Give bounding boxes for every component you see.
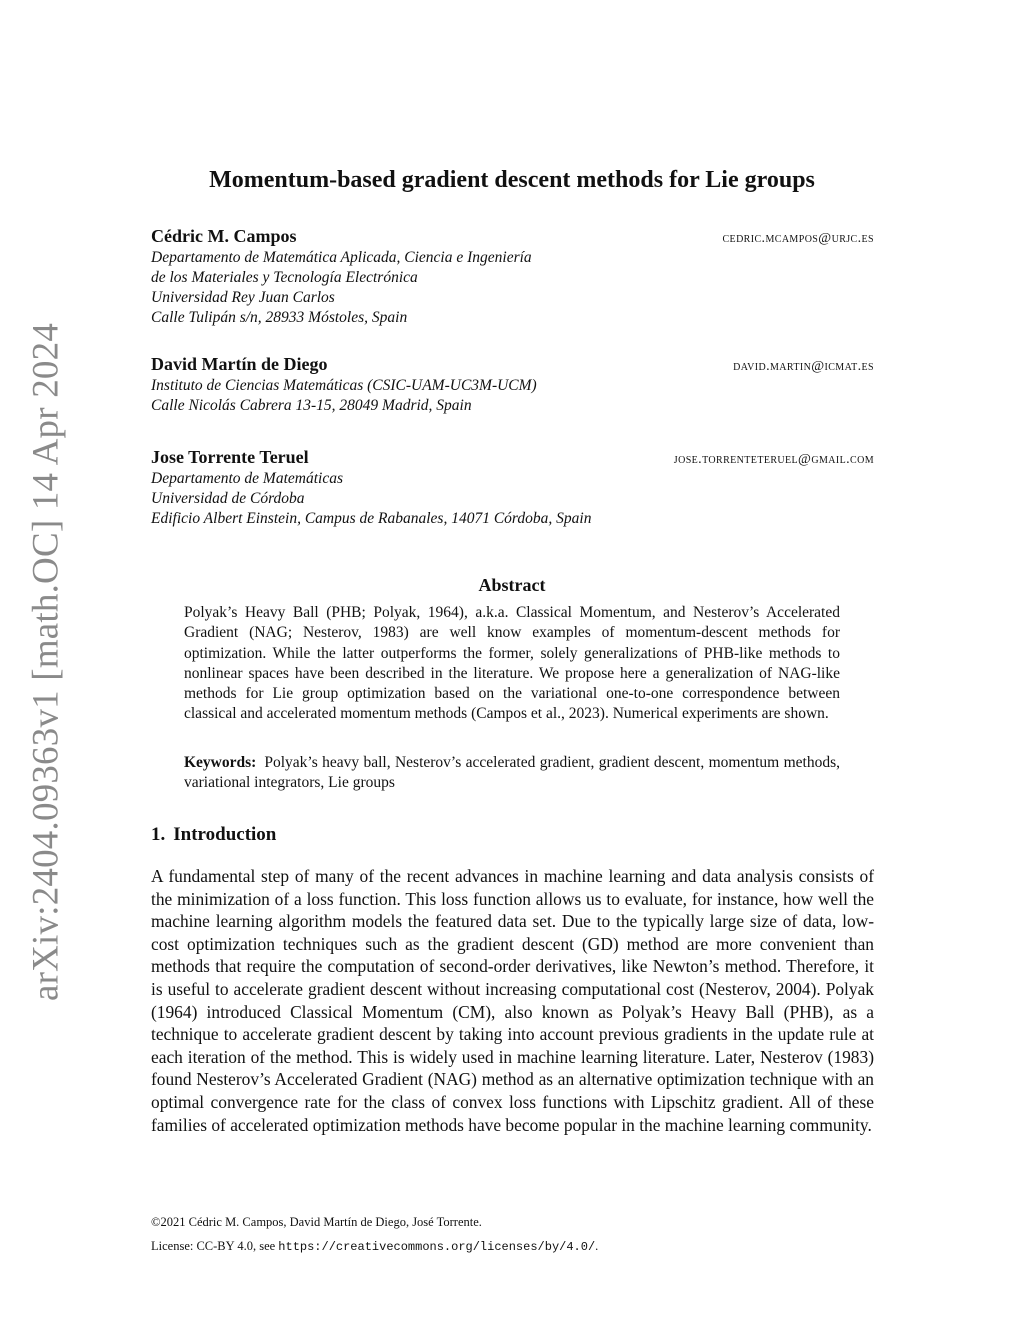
affiliation-line: Edificio Albert Einstein, Campus de Rabanales, 14071 Córdoba, Spain (151, 510, 592, 527)
author-email[interactable]: david.martin@icmat.es (733, 359, 874, 374)
keywords-label: Keywords: (184, 754, 257, 771)
license-prefix: License: CC-BY 4.0, see (151, 1239, 279, 1253)
introduction-paragraph: A fundamental step of many of the recent advances in machine learning and data analysis consists of the minimization of a loss function. This loss function allows us to evaluate, for instance, how well the machine learning algorithm models the featured data set. Due to the typically large size of data, low-cost optimization techniques such as the gradient descent (GD) method are more convenient than methods that require the computation of second-order derivatives, like Newton’s method. Therefore, it is useful to accelerate gradient descent without increasing computational cost (Nesterov, 2004). Polyak (1964) introduced Classical Momentum (CM), also known as Polyak’s Heavy Ball (PHB), as a technique to accelerate gradient descent by taking into account previous gradients in the update rule at each iteration of the method. This is widely used in machine learning literature. Later, Nesterov (1983) found Nesterov’s Accelerated Gradient (NAG) method as an alternative optimization technique with an optimal convergence rate for the class of convex loss functions with Lipschitz gradient. All of these families of accelerated optimization methods have become popular in the machine learning community. (151, 866, 874, 1135)
author-email[interactable]: cedric.mcampos@urjc.es (722, 231, 874, 246)
section-number: 1. (151, 824, 166, 845)
license-link[interactable]: https://creativecommons.org/licenses/by/4.0/ (278, 1240, 596, 1254)
keywords (184, 753, 840, 794)
copyright-footnote: ©2021 Cédric M. Campos, David Martín de Diego, José Torrente. (151, 1215, 482, 1229)
author-block-campos (151, 226, 874, 328)
license-suffix: . (595, 1239, 599, 1253)
author-name: David Martín de Diego (151, 354, 328, 374)
affiliation-line: Departamento de Matemática Aplicada, Ciencia e Ingeniería (151, 249, 532, 266)
affiliation-line: Instituto de Ciencias Matemáticas (CSIC-UAM-UC3M-UCM) (151, 377, 537, 394)
affiliation-line: Calle Nicolás Cabrera 13-15, 28049 Madrid, Spain (151, 397, 472, 414)
author-email[interactable]: jose.torrenteteruel@gmail.com (673, 452, 874, 467)
arxiv-identifier: arXiv:2404.09363v1 [math.OC] 14 Apr 2024 (25, 322, 67, 1002)
license-footnote (151, 1239, 874, 1254)
affiliation-line: Universidad de Córdoba (151, 490, 305, 507)
paper-title: Momentum-based gradient descent methods for Lie groups (209, 167, 815, 193)
affiliation-line: Calle Tulipán s/n, 28933 Móstoles, Spain (151, 309, 408, 326)
affiliation-line: Universidad Rey Juan Carlos (151, 289, 335, 306)
abstract-heading: Abstract (478, 575, 546, 595)
author-name: Jose Torrente Teruel (151, 447, 309, 467)
author-block-torrente (151, 447, 874, 529)
affiliation-line: Departamento de Matemáticas (151, 470, 343, 487)
keywords-text: Polyak’s heavy ball, Nesterov’s accelerated gradient, gradient descent, momentum methods, variational integrators, Lie groups (184, 754, 840, 792)
section-heading-introduction (151, 824, 276, 846)
author-block-martin-de-diego (151, 354, 874, 416)
abstract-text: Polyak’s Heavy Ball (PHB; Polyak, 1964), a.k.a. Classical Momentum, and Nesterov’s Accelerated Gradient (NAG; Nesterov, 1983) are well know examples of momentum-descent methods for optimization. While the latter outperforms the former, solely generalizations of PHB-like methods to nonlinear spaces have been described in the literature. We propose here a generalization of NAG-like methods for Lie group optimization based on the variational one-to-one correspondence between classical and accelerated momentum methods (Campos et al., 2023). Numerical experiments are shown. (184, 604, 840, 723)
section-title: Introduction (173, 824, 277, 845)
affiliation-line: de los Materiales y Tecnología Electrónica (151, 269, 418, 286)
author-name: Cédric M. Campos (151, 226, 297, 246)
